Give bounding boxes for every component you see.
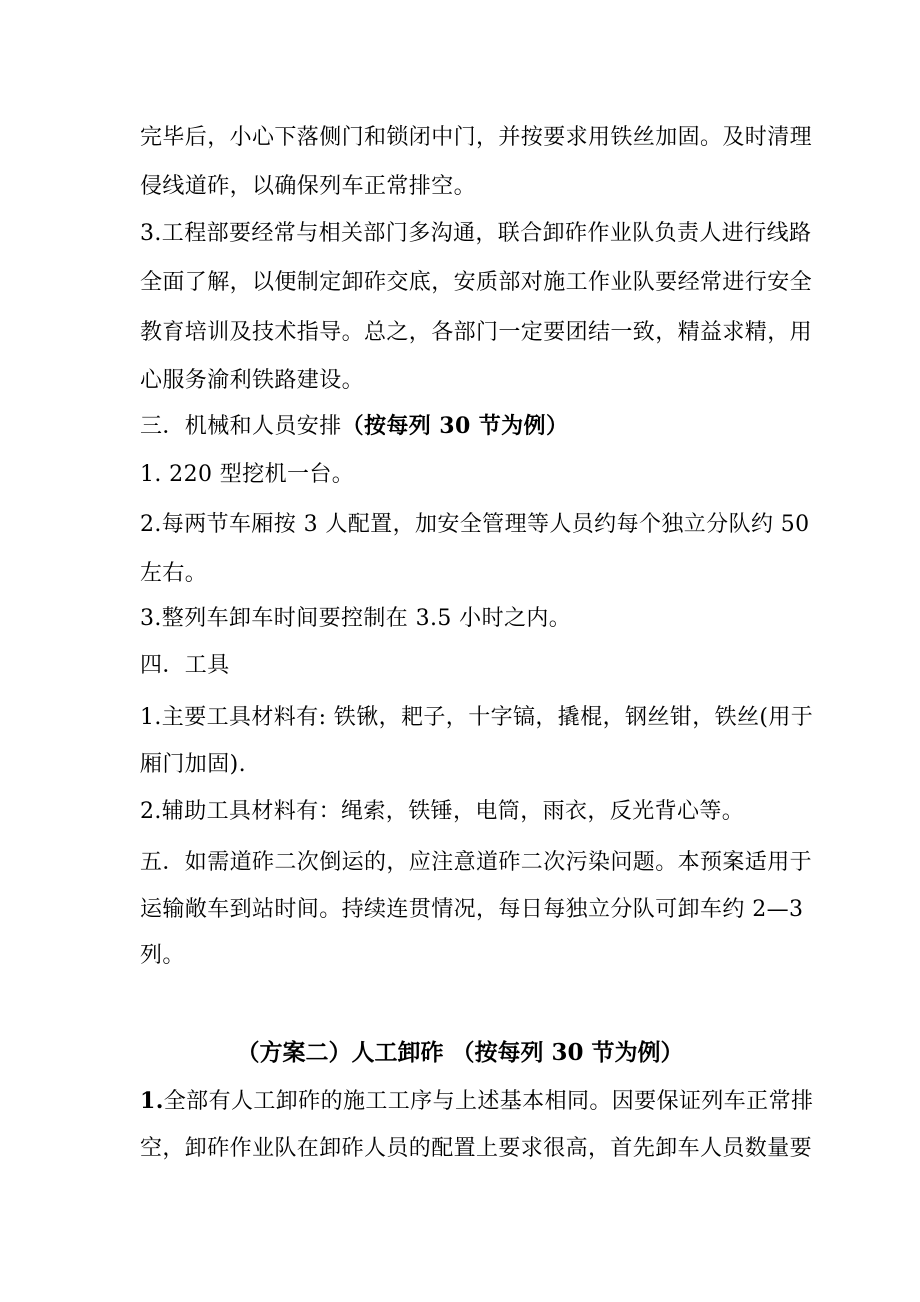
paragraph-line: 3.工程部要经常与相关部门多沟通，联合卸砟作业队负责人进行线路 (140, 221, 812, 246)
plan-2-item-number: 1. (140, 1088, 164, 1114)
section-heading-4: 四．工具 (140, 653, 230, 678)
list-item: 1. 220 型挖机一台。 (140, 462, 355, 487)
section-heading-3-note: （按每列 30 节为例） (341, 413, 569, 439)
section-5-line: 运输敞车到站时间。持续连贯情况，每日每独立分队可卸车约 2—3 (140, 897, 804, 922)
list-item: 2.辅助工具材料有：绳索，铁锤，电筒，雨衣，反光背心等。 (140, 799, 745, 824)
list-item: 3.整列车卸车时间要控制在 3.5 小时之内。 (140, 606, 572, 631)
plan-2-paragraph-line: 空，卸砟作业队在卸砟人员的配置上要求很高，首先卸车人员数量要 (140, 1136, 813, 1161)
paragraph-line: 心服务渝利铁路建设。 (140, 368, 365, 393)
section-5-line: 五．如需道砟二次倒运的，应注意道砟二次污染问题。本预案适用于 (140, 850, 813, 875)
section-5-line: 列。 (140, 943, 185, 968)
paragraph-line: 侵线道砟，以确保列车正常排空。 (140, 174, 477, 199)
paragraph-line: 教育培训及技术指导。总之，各部门一定要团结一致，精益求精，用 (140, 320, 813, 345)
paragraph-line: 全面了解，以便制定卸砟交底，安质部对施工作业队要经常进行安全 (140, 270, 813, 295)
plan-2-paragraph-line (140, 1086, 814, 1117)
section-heading-3-text: 三．机械和人员安排 (140, 414, 342, 439)
list-item: 厢门加固). (140, 752, 246, 777)
section-heading-3 (140, 411, 790, 442)
list-item: 1.主要工具材料有: 铁锹，耙子，十字镐，撬棍，钢丝钳，铁丝(用于 (140, 705, 814, 730)
paragraph-line: 完毕后，小心下落侧门和锁闭中门，并按要求用铁丝加固。及时清理 (140, 125, 813, 150)
plan-2-item-text: 全部有人工卸砟的施工工序与上述基本相同。因要保证列车正常排 (163, 1089, 814, 1114)
list-item: 2.每两节车厢按 3 人配置，加安全管理等人员约每个独立分队约 50 (140, 512, 810, 537)
list-item: 左右。 (140, 561, 208, 586)
plan-2-title: （方案二）人工卸砟 （按每列 30 节为例） (236, 1039, 684, 1066)
